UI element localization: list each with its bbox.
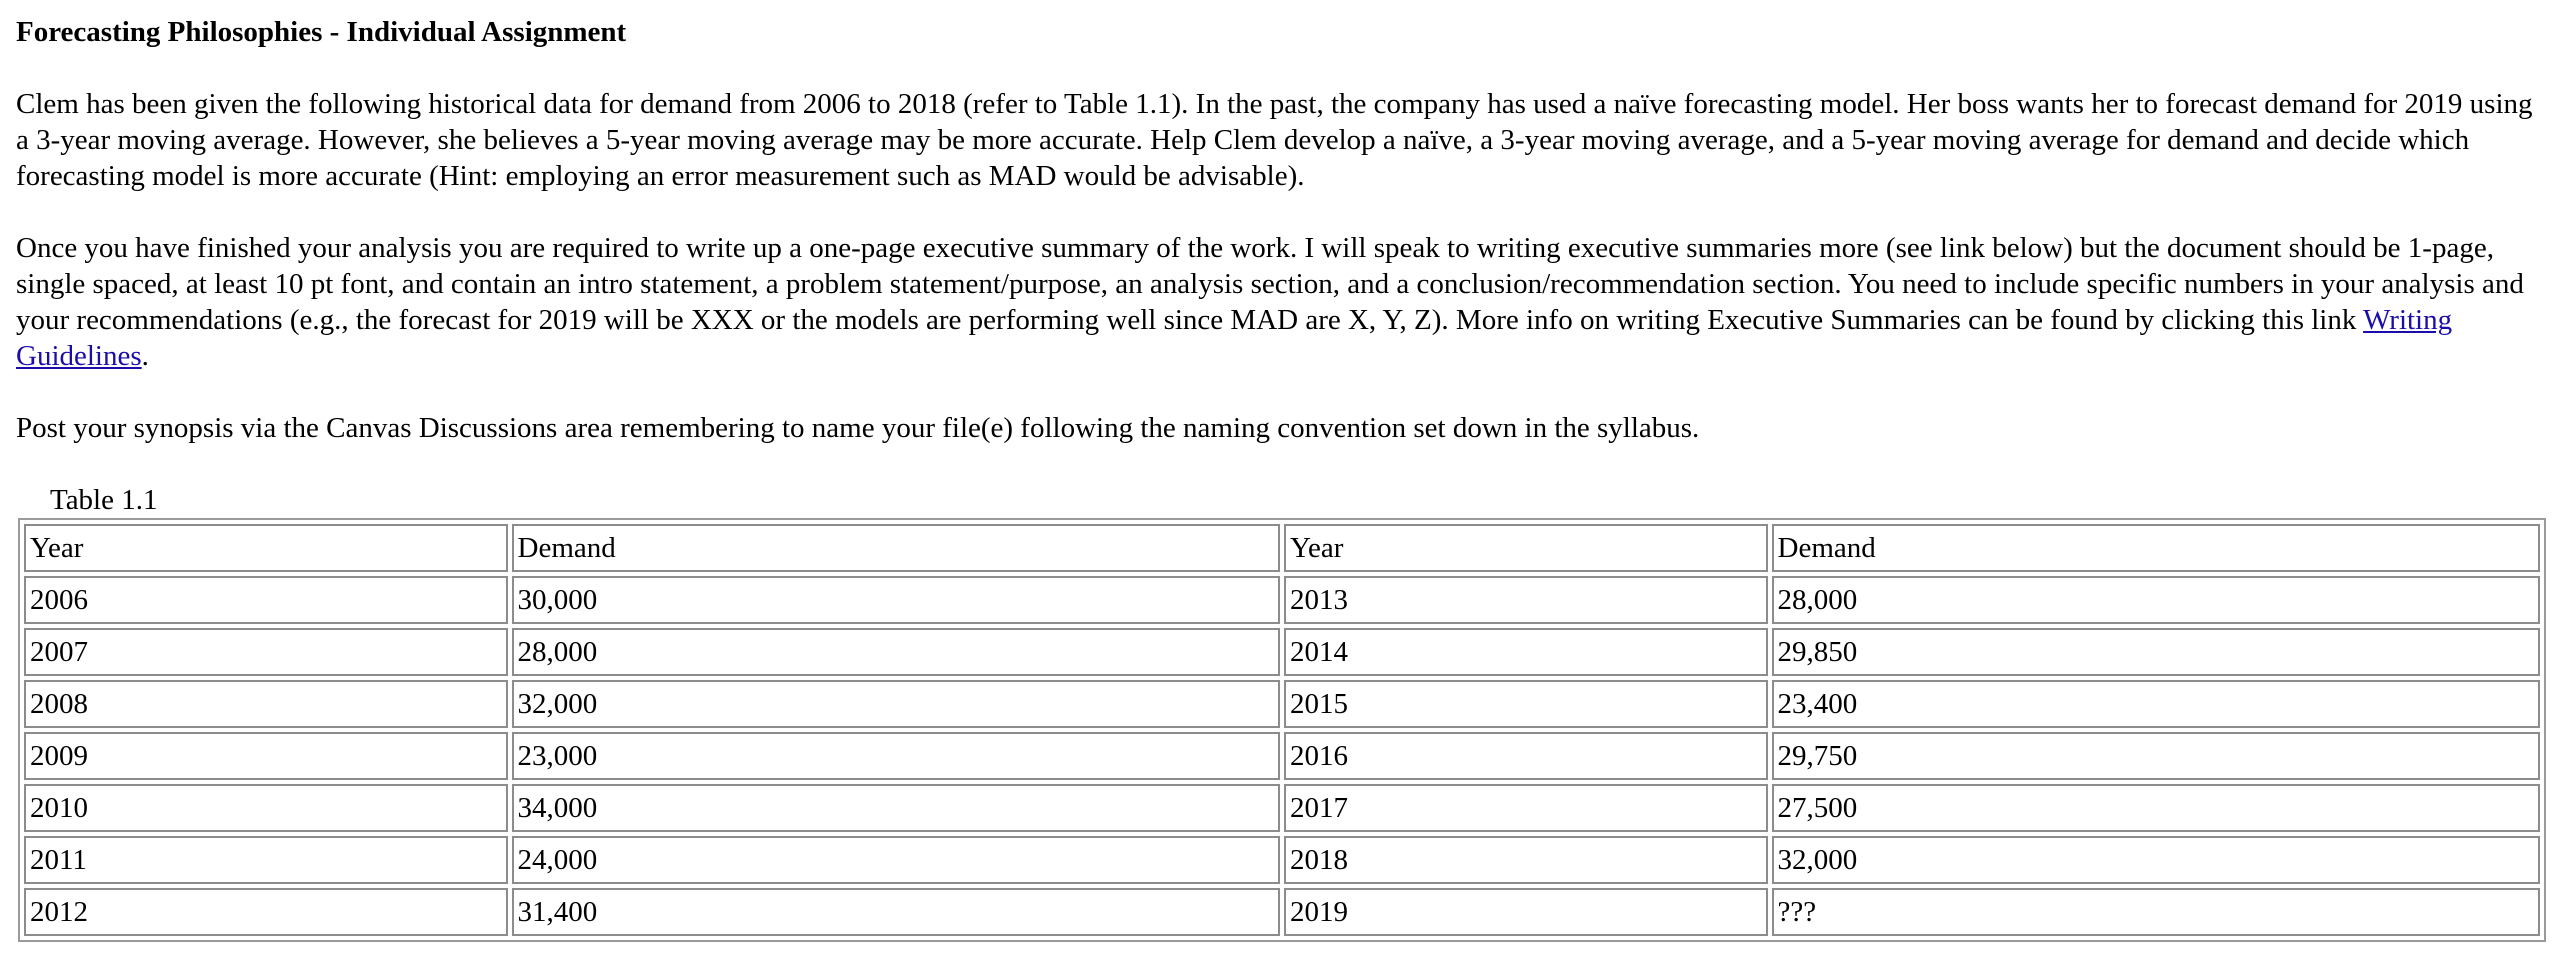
table-header-row (24, 524, 2540, 572)
header-year-left: Year (24, 524, 508, 572)
year-cell: 2009 (24, 732, 508, 780)
table-row (24, 576, 2540, 624)
header-demand-right: Demand (1772, 524, 2540, 572)
summary-instructions-end: . (141, 340, 149, 372)
demand-cell: 29,750 (1772, 732, 2540, 780)
year-cell: 2015 (1284, 680, 1768, 728)
year-cell: 2019 (1284, 888, 1768, 936)
demand-cell: 34,000 (512, 784, 1280, 832)
demand-cell: 23,000 (512, 732, 1280, 780)
demand-cell: 24,000 (512, 836, 1280, 884)
demand-cell: 32,000 (512, 680, 1280, 728)
year-cell: 2010 (24, 784, 508, 832)
demand-cell: 32,000 (1772, 836, 2540, 884)
writing-guidelines-link[interactable]: Writing Guidelines (16, 304, 2453, 372)
year-cell: 2014 (1284, 628, 1768, 676)
demand-cell: 28,000 (512, 628, 1280, 676)
intro-paragraph: Clem has been given the following historical data for demand from 2006 to 2018 (refer to Table 1.1). In the past, the company has used a naïve forecasting model. Her boss wants her to forecast demand for 2019 using a 3-year moving average. However, she believes a 5-year moving average may be more accurate. Help Clem develop a naïve, a 3-year moving average, and a 5-year moving average for demand and decide which forecasting model is more accurate (Hint: employing an error measurement such as MAD would be advisable). (16, 88, 2533, 192)
year-cell: 2012 (24, 888, 508, 936)
year-cell: 2017 (1284, 784, 1768, 832)
demand-cell: 27,500 (1772, 784, 2540, 832)
demand-cell: 31,400 (512, 888, 1280, 936)
table-row (24, 888, 2540, 936)
year-cell: 2016 (1284, 732, 1768, 780)
demand-cell: 30,000 (512, 576, 1280, 624)
summary-instructions-text: Once you have finished your analysis you are required to write up a one-page executive summary of the work. I will speak to writing executive summaries more (see link below) but the document should be 1-page, single spaced, at least 10 pt font, and contain an intro statement, a problem statement/purpose, an analysis section, and a conclusion/recommendation section. You need to include specific numbers in your analysis and your recommendations (e.g., the forecast for 2019 will be XXX or the models are performing well since MAD are X, Y, Z). More info on writing Executive Summaries can be found by clicking this link (16, 232, 2524, 336)
table-row (24, 680, 2540, 728)
year-cell: 2008 (24, 680, 508, 728)
year-cell: 2006 (24, 576, 508, 624)
demand-cell: 23,400 (1772, 680, 2540, 728)
year-cell: 2018 (1284, 836, 1768, 884)
demand-cell: 29,850 (1772, 628, 2540, 676)
table-row (24, 784, 2540, 832)
page-title: Forecasting Philosophies - Individual Assignment (16, 16, 627, 48)
demand-table (18, 518, 2546, 942)
table-row (24, 732, 2540, 780)
summary-instructions-paragraph (16, 230, 2544, 374)
year-cell: 2013 (1284, 576, 1768, 624)
submission-paragraph: Post your synopsis via the Canvas Discussions area remembering to name your file(e) following the naming convention set down in the syllabus. (16, 412, 1700, 444)
header-demand-left: Demand (512, 524, 1280, 572)
table-row (24, 836, 2540, 884)
year-cell: 2007 (24, 628, 508, 676)
header-year-right: Year (1284, 524, 1768, 572)
year-cell: 2011 (24, 836, 508, 884)
demand-cell: 28,000 (1772, 576, 2540, 624)
table-caption: Table 1.1 (50, 484, 158, 516)
demand-cell: ??? (1772, 888, 2540, 936)
table-row (24, 628, 2540, 676)
